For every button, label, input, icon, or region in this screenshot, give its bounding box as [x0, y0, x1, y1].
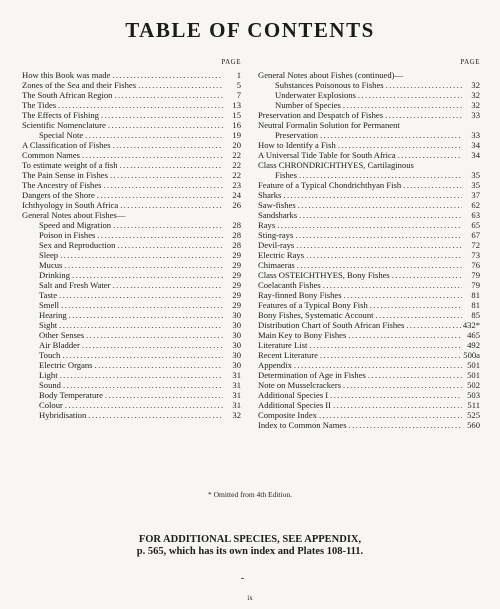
toc-entry-label: Smell	[39, 300, 60, 310]
toc-entry	[258, 210, 480, 220]
leader-dots	[97, 230, 223, 240]
leader-dots	[348, 330, 462, 340]
toc-entry	[258, 80, 480, 90]
toc-entry	[22, 390, 241, 400]
leader-dots	[295, 230, 462, 240]
toc-entry-page: 23	[232, 180, 241, 190]
toc-entry-page: 19	[232, 130, 241, 140]
leader-dots	[297, 260, 462, 270]
toc-entry	[258, 410, 480, 420]
toc-entry-label: Salt and Fresh Water	[39, 280, 111, 290]
leader-dots	[320, 130, 462, 140]
toc-entry	[22, 160, 241, 170]
toc-entry-label: Other Senses	[39, 330, 85, 340]
toc-entry-page: 500a	[463, 350, 480, 360]
leader-dots	[82, 340, 223, 350]
toc-entry-page: 32	[232, 410, 241, 420]
toc-entry-page: 32	[471, 80, 480, 90]
toc-entry-label: Scientific Nomenclature	[22, 120, 106, 130]
leader-dots	[65, 400, 223, 410]
page-column-header: PAGE	[460, 58, 480, 66]
leader-dots	[110, 170, 223, 180]
toc-entry-label: How this Book was made	[22, 70, 111, 80]
leader-dots	[86, 330, 223, 340]
toc-entry-page: 73	[471, 250, 480, 260]
toc-entry	[22, 320, 241, 330]
leader-dots	[82, 150, 223, 160]
toc-entry	[22, 260, 241, 270]
toc-entry-page: 30	[232, 330, 241, 340]
toc-entry-page: 29	[232, 290, 241, 300]
toc-entry-label: Appendix	[258, 360, 292, 370]
toc-entry	[22, 210, 241, 220]
appendix-note	[0, 534, 500, 557]
toc-entry	[258, 350, 480, 360]
leader-dots	[294, 360, 462, 370]
leader-dots	[406, 320, 460, 330]
toc-entry-page: 511	[467, 400, 480, 410]
toc-entry-label: Preservation	[275, 130, 318, 140]
toc-entry-label: Touch	[39, 350, 61, 360]
toc-entry-label: Sex and Reproduction	[39, 240, 116, 250]
toc-entry	[22, 200, 241, 210]
toc-entry-page: 76	[471, 260, 480, 270]
leader-dots	[88, 410, 223, 420]
toc-entry-label: How to Identify a Fish	[258, 140, 336, 150]
toc-entry	[22, 270, 241, 280]
toc-entry	[22, 370, 241, 380]
toc-entry	[258, 170, 480, 180]
leader-dots	[358, 90, 462, 100]
toc-entry	[22, 280, 241, 290]
toc-entry	[258, 390, 480, 400]
toc-entry-page: 28	[232, 240, 241, 250]
toc-entry-page: 31	[232, 400, 241, 410]
toc-entry	[258, 220, 480, 230]
toc-entry-label: Rays	[258, 220, 276, 230]
toc-entry-label: Poison in Fishes	[39, 230, 96, 240]
toc-entry	[22, 230, 241, 240]
toc-entry-page: 81	[471, 300, 480, 310]
toc-entry	[258, 270, 480, 280]
toc-entry-page: 81	[471, 290, 480, 300]
toc-entry	[258, 120, 480, 130]
toc-entry	[258, 90, 480, 100]
toc-entry-page: 32	[471, 100, 480, 110]
toc-entry-page: 30	[232, 360, 241, 370]
folio-number: ix	[247, 594, 253, 602]
toc-entry	[22, 90, 241, 100]
leader-dots	[61, 300, 223, 310]
toc-entry-label: Sharks	[258, 190, 282, 200]
appendix-note-line-1: FOR ADDITIONAL SPECIES, SEE APPENDIX,	[138, 534, 362, 545]
toc-entry	[258, 370, 480, 380]
leader-dots	[333, 400, 462, 410]
toc-left-column	[22, 58, 241, 420]
toc-entry-label: Additional Species I	[258, 390, 329, 400]
toc-entry-label: The Effects of Fishing	[22, 110, 99, 120]
toc-entry-label: A Universal Tide Table for South Africa	[258, 150, 396, 160]
toc-entry-page: 79	[471, 270, 480, 280]
toc-entry	[258, 280, 480, 290]
toc-entry-label: Features of a Typical Bony Fish	[258, 300, 368, 310]
toc-entry-page: 502	[467, 380, 480, 390]
toc-entry	[258, 360, 480, 370]
toc-entry	[22, 110, 241, 120]
toc-entry	[22, 360, 241, 370]
toc-entry-label: The South African Region	[22, 90, 113, 100]
toc-entry-label: Saw-fishes	[258, 200, 296, 210]
toc-entry-page: 28	[232, 220, 241, 230]
leader-dots	[296, 240, 462, 250]
toc-entry-page: 29	[232, 280, 241, 290]
toc-entry-label: Neutral Formalin Solution for Permanent	[258, 120, 400, 130]
appendix-note-line-2: p. 565, which has its own index and Plates 108-111.	[136, 545, 364, 557]
toc-entry	[258, 310, 480, 320]
toc-entry-page: 29	[232, 270, 241, 280]
toc-entry-label: Determination of Age in Fishes	[258, 370, 366, 380]
toc-entry	[22, 130, 241, 140]
toc-entry-page: 503	[467, 390, 480, 400]
leader-dots	[108, 120, 223, 130]
toc-entry-label: A Classification of Fishes	[22, 140, 111, 150]
toc-entry-label: Chimaeras	[258, 260, 295, 270]
toc-entry	[258, 230, 480, 240]
toc-entry-page: 7	[236, 90, 241, 100]
toc-entry-page: 65	[471, 220, 480, 230]
leader-dots	[113, 140, 223, 150]
leader-dots	[320, 350, 461, 360]
toc-entry-label: Substances Poisonous to Fishes	[275, 80, 384, 90]
toc-entry-page: 29	[232, 300, 241, 310]
toc-entry	[22, 310, 241, 320]
leader-dots	[370, 300, 462, 310]
leader-dots	[376, 310, 462, 320]
printer-mark	[241, 578, 244, 579]
leader-dots	[368, 370, 462, 380]
toc-entry-page: 30	[232, 320, 241, 330]
toc-entry-page: 32	[471, 90, 480, 100]
toc-entry-label: General Notes about Fishes (continued)—	[258, 70, 404, 80]
leader-dots	[62, 350, 223, 360]
toc-entry-page: 16	[232, 120, 241, 130]
toc-entry-page: 432*	[462, 320, 480, 330]
toc-entry-label: Dangers of the Shore	[22, 190, 95, 200]
leader-dots	[299, 210, 462, 220]
leader-dots	[85, 130, 223, 140]
leader-dots	[59, 320, 223, 330]
toc-entry-page: 31	[232, 370, 241, 380]
toc-entry	[22, 120, 241, 130]
leader-dots	[117, 240, 223, 250]
leader-dots	[59, 290, 223, 300]
leader-dots	[114, 90, 223, 100]
toc-entry	[258, 380, 480, 390]
toc-entry-label: Colour	[39, 400, 63, 410]
toc-entry-label: Devil-rays	[258, 240, 295, 250]
toc-entry-label: Note on Musselcrackers	[258, 380, 342, 390]
leader-dots	[349, 420, 462, 430]
toc-entry	[258, 180, 480, 190]
toc-entry-label: Zones of the Sea and their Fishes	[22, 80, 137, 90]
toc-entry-page: 62	[471, 200, 480, 210]
toc-entry	[258, 190, 480, 200]
leader-dots	[386, 80, 462, 90]
leader-dots	[319, 410, 462, 420]
toc-entry-label: Feature of a Typical Chondrichthyan Fish	[258, 180, 402, 190]
toc-entry-label: Underwater Explosions	[275, 90, 356, 100]
leader-dots	[343, 100, 462, 110]
toc-entry	[258, 260, 480, 270]
toc-entry	[258, 150, 480, 160]
toc-entry	[258, 420, 480, 430]
toc-entry-label: Class OSTEICHTHYES, Bony Fishes	[258, 270, 390, 280]
toc-entry-label: Main Key to Bony Fishes	[258, 330, 347, 340]
toc-entry	[22, 290, 241, 300]
toc-entry-page: 525	[467, 410, 480, 420]
toc-entry	[258, 250, 480, 260]
toc-entry	[258, 130, 480, 140]
leader-dots	[283, 190, 462, 200]
toc-entry-page: 13	[232, 100, 241, 110]
leader-dots	[309, 340, 462, 350]
toc-entry	[22, 220, 241, 230]
toc-entry	[22, 410, 241, 420]
page-column-header: PAGE	[221, 58, 241, 66]
toc-entry	[258, 70, 480, 80]
toc-entry-label: Speed and Migration	[39, 220, 112, 230]
toc-right-list	[258, 70, 480, 430]
toc-entry-label: Index to Common Names	[258, 420, 347, 430]
toc-entry-page: 26	[232, 200, 241, 210]
leader-dots	[277, 220, 462, 230]
toc-entry	[258, 300, 480, 310]
leader-dots	[392, 270, 462, 280]
toc-entry-page: 22	[232, 170, 241, 180]
toc-entry-label: Fishes	[275, 170, 297, 180]
toc-entry	[22, 190, 241, 200]
toc-entry-label: Sound	[39, 380, 61, 390]
toc-entry-page: 31	[232, 390, 241, 400]
toc-entry	[22, 340, 241, 350]
leader-dots	[113, 220, 223, 230]
toc-entry-page: 35	[471, 170, 480, 180]
leader-dots	[323, 280, 462, 290]
toc-entry-label: Ichthyology in South Africa	[22, 200, 119, 210]
toc-entry-label: Hearing	[39, 310, 67, 320]
toc-entry-label: Bony Fishes, Systematic Account	[258, 310, 374, 320]
leader-dots	[103, 180, 223, 190]
toc-entry-page: 35	[471, 180, 480, 190]
leader-dots	[338, 140, 462, 150]
toc-entry	[258, 290, 480, 300]
leader-dots	[69, 310, 223, 320]
toc-entry-label: Hybridisation	[39, 410, 87, 420]
toc-entry-page: 465	[467, 330, 480, 340]
toc-entry-label: Ray-finned Bony Fishes	[258, 290, 342, 300]
leader-dots	[120, 200, 223, 210]
toc-entry-label: Mucus	[39, 260, 63, 270]
toc-entry-page: 24	[232, 190, 241, 200]
toc-entry-label: Coelacanth Fishes	[258, 280, 321, 290]
toc-entry	[22, 100, 241, 110]
toc-entry-label: Sleep	[39, 250, 59, 260]
toc-entry-label: Air Bladder	[39, 340, 80, 350]
toc-entry-label: Sting-rays	[258, 230, 294, 240]
toc-entry-page: 492	[467, 340, 480, 350]
leader-dots	[138, 80, 223, 90]
toc-entry-page: 30	[232, 350, 241, 360]
toc-entry-label: Electric Organs	[39, 360, 93, 370]
toc-entry-label: The Ancestry of Fishes	[22, 180, 102, 190]
leader-dots	[330, 390, 462, 400]
toc-entry-page: 15	[232, 110, 241, 120]
leader-dots	[398, 150, 462, 160]
toc-entry-page: 37	[471, 190, 480, 200]
leader-dots	[105, 390, 223, 400]
toc-entry-page: 34	[471, 150, 480, 160]
toc-entry-label: To estimate weight of a fish	[22, 160, 118, 170]
toc-entry	[258, 200, 480, 210]
toc-entry	[258, 140, 480, 150]
toc-left-list	[22, 70, 241, 420]
leader-dots	[58, 100, 223, 110]
toc-entry-label: Composite Index	[258, 410, 317, 420]
leader-dots	[343, 380, 462, 390]
toc-entry-label: Special Note	[39, 130, 84, 140]
toc-entry-label: Distribution Chart of South African Fishes	[258, 320, 405, 330]
toc-entry-page: 22	[232, 150, 241, 160]
leader-dots	[299, 170, 462, 180]
leader-dots	[97, 190, 223, 200]
leader-dots	[60, 250, 223, 260]
footnote: * Omitted from 4th Edition.	[208, 490, 292, 499]
toc-entry-page: 501	[467, 360, 480, 370]
toc-entry-label: Taste	[39, 290, 58, 300]
toc-entry-page: 30	[232, 310, 241, 320]
toc-entry-label: The Pain Sense in Fishes	[22, 170, 108, 180]
toc-entry	[258, 110, 480, 120]
leader-dots	[64, 260, 223, 270]
toc-entry	[258, 320, 480, 330]
leader-dots	[101, 110, 223, 120]
leader-dots	[403, 180, 462, 190]
toc-entry-label: Additional Species II	[258, 400, 332, 410]
leader-dots	[60, 370, 223, 380]
toc-entry-label: General Notes about Fishes—	[22, 210, 126, 220]
toc-entry	[22, 180, 241, 190]
toc-entry	[22, 70, 241, 80]
leader-dots	[112, 280, 223, 290]
toc-entry-page: 560	[467, 420, 480, 430]
toc-entry	[22, 80, 241, 90]
toc-entry-page: 79	[471, 280, 480, 290]
toc-entry-page: 1	[236, 70, 241, 80]
toc-entry-page: 33	[471, 130, 480, 140]
toc-entry-page: 31	[232, 380, 241, 390]
toc-entry-page: 29	[232, 260, 241, 270]
toc-entry	[22, 350, 241, 360]
leader-dots	[72, 270, 223, 280]
toc-entry-page: 67	[471, 230, 480, 240]
toc-entry-page: 33	[471, 110, 480, 120]
leader-dots	[95, 360, 223, 370]
toc-entry	[258, 400, 480, 410]
toc-entry	[22, 170, 241, 180]
leader-dots	[344, 290, 462, 300]
toc-entry-label: Number of Species	[275, 100, 341, 110]
leader-dots	[298, 200, 462, 210]
toc-entry-page: 5	[236, 80, 241, 90]
toc-entry	[22, 140, 241, 150]
toc-entry-page: 22	[232, 160, 241, 170]
toc-entry-page: 20	[232, 140, 241, 150]
toc-entry	[22, 250, 241, 260]
toc-entry-label: Sandsharks	[258, 210, 298, 220]
toc-entry-label: Literature List	[258, 340, 308, 350]
toc-entry-page: 85	[471, 310, 480, 320]
toc-entry-page: 63	[471, 210, 480, 220]
toc-entry	[22, 240, 241, 250]
toc-entry-page: 501	[467, 370, 480, 380]
toc-entry-label: Sight	[39, 320, 58, 330]
toc-entry-page: 34	[471, 140, 480, 150]
toc-entry	[22, 300, 241, 310]
leader-dots	[120, 160, 223, 170]
toc-entry	[22, 380, 241, 390]
leader-dots	[63, 380, 223, 390]
toc-entry-label: Class CHRONDRICHTHYES, Cartilaginous	[258, 160, 414, 170]
leader-dots	[112, 70, 223, 80]
toc-entry-label: Common Names	[22, 150, 81, 160]
toc-entry	[22, 400, 241, 410]
toc-entry	[258, 330, 480, 340]
toc-right-column	[258, 58, 480, 430]
toc-entry	[258, 340, 480, 350]
toc-entry-label: Preservation and Despatch of Fishes	[258, 110, 384, 120]
toc-entry-label: Drinking	[39, 270, 71, 280]
page-title: TABLE OF CONTENTS	[125, 18, 375, 42]
toc-entry	[22, 330, 241, 340]
toc-entry-page: 28	[232, 230, 241, 240]
leader-dots	[306, 250, 462, 260]
toc-entry-page: 29	[232, 250, 241, 260]
toc-entry-page: 72	[471, 240, 480, 250]
toc-entry	[258, 240, 480, 250]
toc-entry-page: 30	[232, 340, 241, 350]
toc-entry-label: Recent Literature	[258, 350, 318, 360]
toc-entry	[22, 150, 241, 160]
toc-entry-label: Electric Rays	[258, 250, 305, 260]
toc-entry-label: Light	[39, 370, 58, 380]
toc-entry	[258, 100, 480, 110]
toc-entry-label: Body Temperature	[39, 390, 103, 400]
toc-entry-label: The Tides	[22, 100, 57, 110]
leader-dots	[385, 110, 462, 120]
toc-entry	[258, 160, 480, 170]
